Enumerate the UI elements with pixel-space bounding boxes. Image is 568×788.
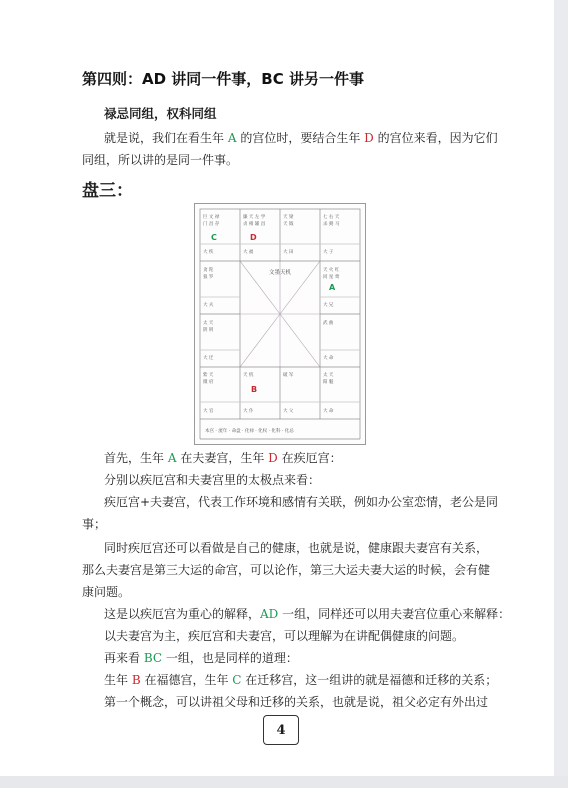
intro-line-1 [104, 128, 498, 148]
text-span: 就是说，我们在看生年 [104, 131, 228, 145]
body-p6: 以夫妻宫为主，疾厄宫和夫妻宫，可以理解为在讲配偶健康的问题。 [104, 629, 465, 643]
svg-text:天 火 红: 天 火 红 [323, 268, 340, 273]
svg-text:紫 天: 紫 天 [203, 373, 214, 378]
svg-text:大 田: 大 田 [283, 250, 294, 255]
chart-center-title: 文墨天机 [268, 270, 292, 276]
svg-text:大 仆: 大 仆 [243, 409, 254, 414]
svg-text:大 官: 大 官 [203, 409, 214, 414]
svg-text:武 曲: 武 曲 [323, 321, 334, 326]
svg-text:大 夫: 大 夫 [203, 303, 214, 308]
svg-text:杀 弼 马: 杀 弼 马 [323, 222, 340, 227]
svg-text:太 天: 太 天 [203, 321, 214, 326]
svg-text:破 军: 破 军 [283, 373, 294, 378]
marker-b: B [131, 673, 141, 687]
subheading: 禄忌同组，权科同组 [104, 106, 217, 121]
svg-text:门 昌 存: 门 昌 存 [203, 222, 220, 227]
section-heading: 第四则：AD 讲同一件事，BC 讲另一件事 [82, 70, 364, 88]
body-p8 [104, 670, 497, 690]
svg-text:本宫 · 流年 · 命盘 · 化禄 · 化权 · 化科 ·: 本宫 · 流年 · 命盘 · 化禄 · 化权 · 化科 · 化忌 [205, 429, 294, 434]
svg-text:狼 罗: 狼 罗 [203, 275, 214, 280]
text-span: 再来看 [104, 651, 144, 665]
marker-c: C [232, 673, 242, 687]
text-span: 在夫妻宫，生年 [176, 451, 269, 465]
marker-a: A [227, 131, 237, 145]
page-edge-bottom [0, 776, 568, 788]
text-span: 生年 [104, 673, 132, 687]
intro-line-2: 同组，所以讲的是同一件事。 [82, 153, 239, 167]
text-span: 在疾厄宫： [277, 451, 342, 465]
body-p7 [104, 648, 298, 668]
svg-text:阳 魁: 阳 魁 [323, 380, 334, 385]
body-p4-line2: 那么夫妻宫是第三大运的命宫，可以论作，第三大运夫妻大运的时候，会有健 [82, 563, 491, 577]
svg-text:太 天: 太 天 [323, 373, 334, 378]
text-span: 的宫位时，要结合生年 [236, 131, 365, 145]
svg-text:大 兄: 大 兄 [323, 303, 334, 308]
svg-text:大 子: 大 子 [323, 250, 334, 255]
body-p1 [104, 448, 342, 468]
svg-text:大 命: 大 命 [323, 356, 334, 361]
text-span: 在福德宫，生年 [140, 673, 233, 687]
body-p9: 第一个概念，可以讲祖父母和迁移的关系，也就是说，祖父必定有外出过 [104, 695, 489, 709]
svg-text:大 疾: 大 疾 [203, 250, 214, 255]
chart-marker-c: C [211, 233, 217, 242]
text-span: 首先，生年 [104, 451, 168, 465]
svg-text:微 府: 微 府 [203, 380, 214, 385]
text-span: 的宫位来看，因为它们 [373, 131, 498, 145]
svg-text:大 父: 大 父 [283, 409, 294, 414]
body-p5 [104, 604, 510, 624]
marker-d: D [364, 131, 374, 145]
text-span: 一组，也是同样的道理： [162, 651, 298, 665]
chart-marker-a: A [329, 283, 336, 292]
page-number: 4 [263, 715, 299, 745]
svg-text:七 右 天: 七 右 天 [323, 215, 340, 220]
astrology-chart [194, 203, 366, 445]
svg-text:大 命: 大 命 [323, 409, 334, 414]
svg-text:大 福: 大 福 [243, 250, 254, 255]
marker-bc: BC [143, 651, 163, 665]
svg-text:天 梁: 天 梁 [283, 215, 294, 220]
body-p4-line1: 同时疾厄宫还可以看做是自己的健康，也就是说，健康跟夫妻宫有关系， [104, 541, 489, 555]
svg-text:贪 陀: 贪 陀 [203, 268, 214, 273]
svg-text:阴 刑: 阴 刑 [203, 328, 214, 333]
body-p3-line2: 事； [82, 517, 107, 531]
text-span: 这是以疾厄宫为重心的解释， [104, 607, 261, 621]
svg-text:贞 相 辅 昌: 贞 相 辅 昌 [243, 222, 266, 227]
marker-a: A [167, 451, 177, 465]
chart-section-label: 盘三： [82, 181, 133, 201]
marker-ad: AD [260, 607, 279, 621]
chart-marker-d: D [250, 233, 257, 242]
svg-text:大 迁: 大 迁 [203, 356, 214, 361]
svg-text:廉 天 左 学: 廉 天 左 学 [243, 215, 266, 220]
body-p3-line1: 疾厄宫+夫妻宫，代表工作环境和感情有关联，例如办公室恋情，老公是同 [104, 495, 499, 509]
chart-marker-b: B [251, 385, 258, 394]
body-p4-line3: 康问题。 [82, 585, 131, 599]
page-edge-right [554, 0, 568, 788]
body-p2: 分别以疾厄宫和夫妻宫里的太极点来看： [104, 473, 321, 487]
svg-text:同 星 鸾: 同 星 鸾 [323, 275, 340, 280]
marker-d: D [268, 451, 278, 465]
svg-text:天 机: 天 机 [243, 373, 254, 378]
text-span: 在迁移宫，这一组讲的就是福德和迁移的关系； [241, 673, 498, 687]
svg-text:巨 文 禄: 巨 文 禄 [203, 215, 220, 220]
chart-graphic [195, 204, 365, 444]
text-span: 一组，同样还可以用夫妻宫位重心来解释： [278, 607, 511, 621]
svg-text:天 钺: 天 钺 [283, 222, 294, 227]
